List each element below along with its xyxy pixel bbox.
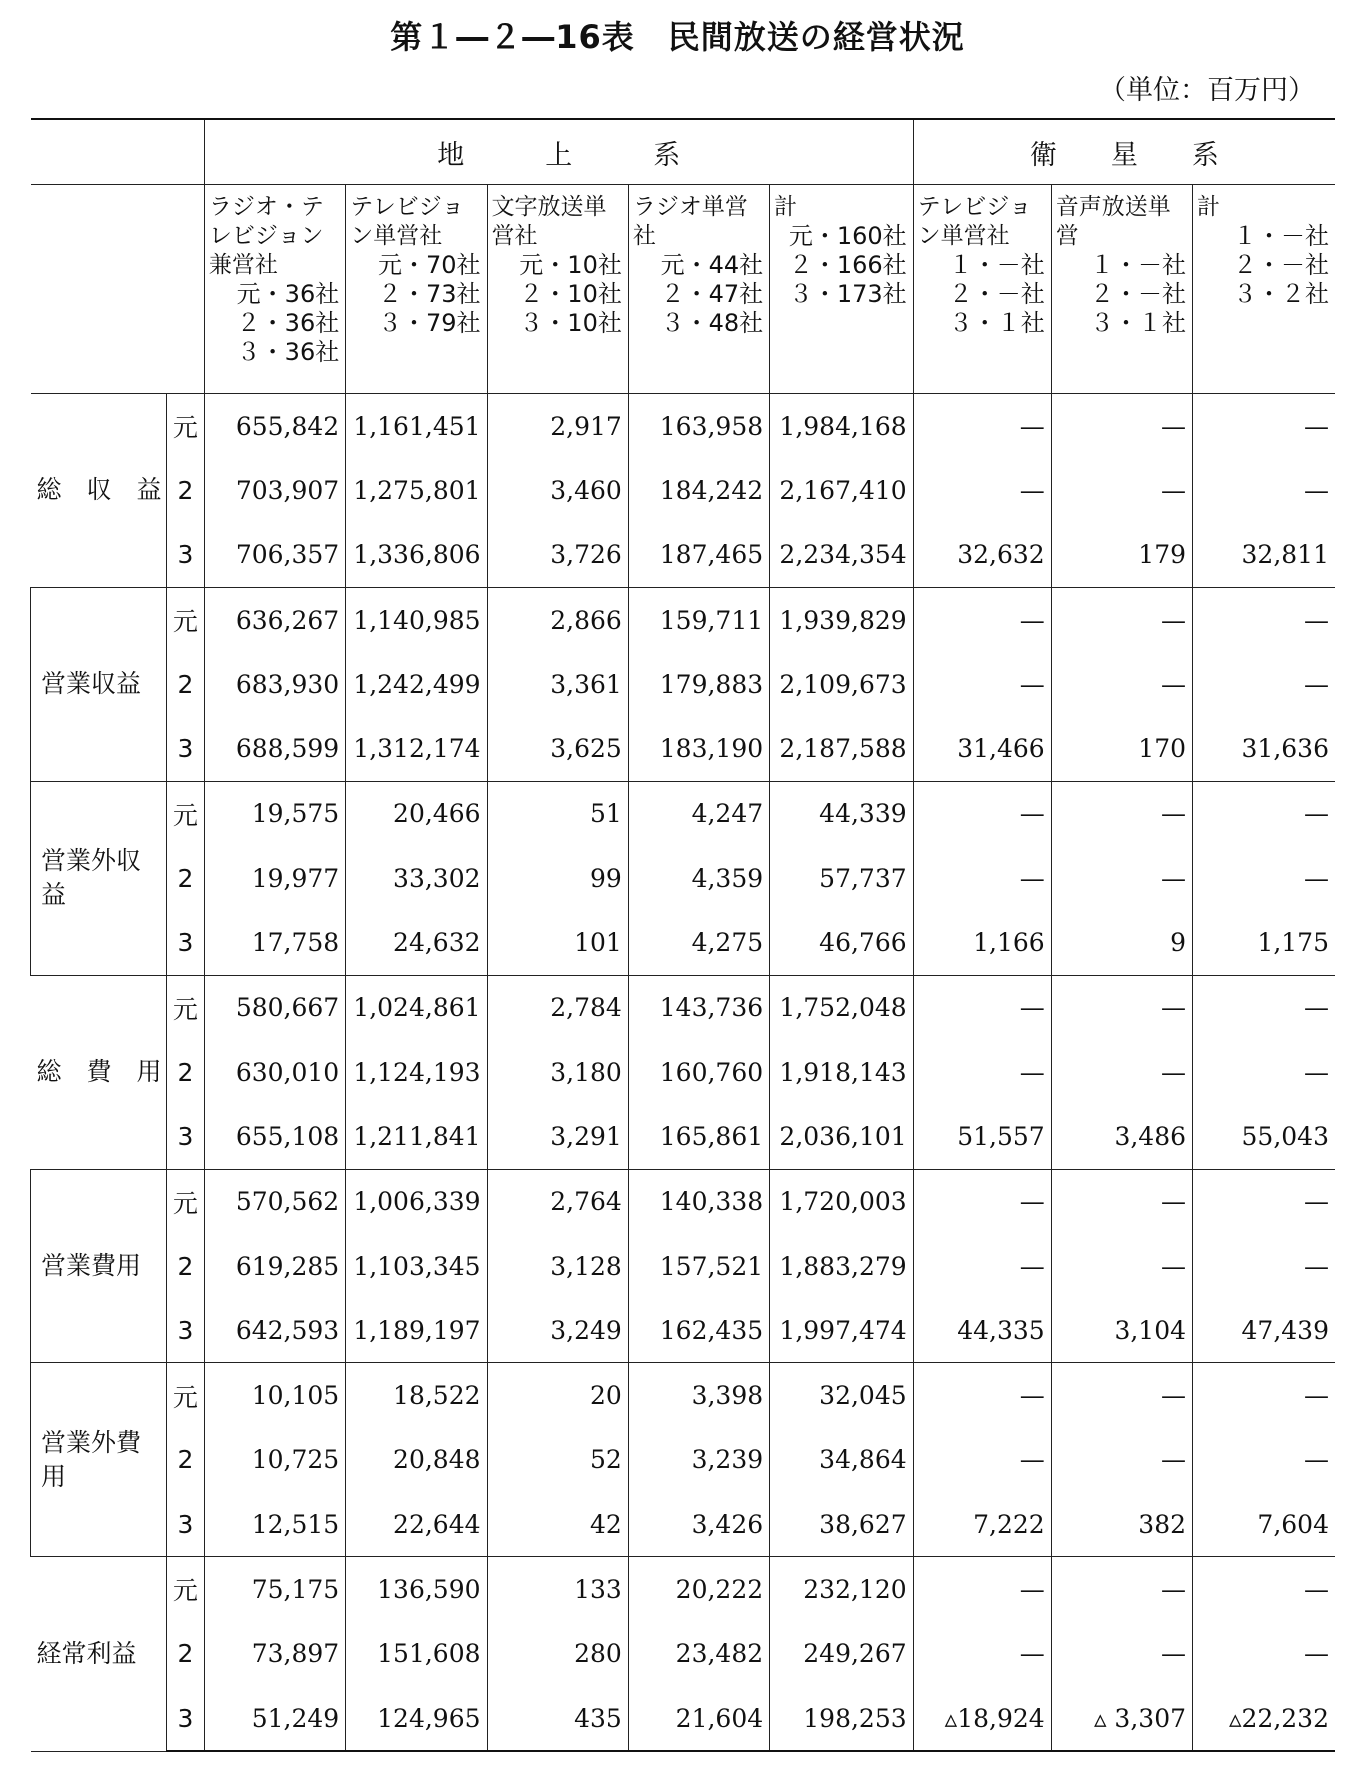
value-cell: 44,339: [770, 781, 914, 846]
value-cell: —: [913, 846, 1051, 910]
value-cell: 143,736: [628, 975, 769, 1040]
year-label: 2: [166, 846, 204, 910]
value-cell: 32,045: [770, 1363, 914, 1428]
value-cell: 157,521: [628, 1234, 769, 1298]
value-cell: 32,632: [913, 523, 1051, 588]
company-counts: [1193, 222, 1335, 309]
satellite-group-label: 衛 星 系: [913, 119, 1335, 185]
row-item-label: 総 費 用: [31, 975, 167, 1169]
value-cell: 33,302: [346, 846, 487, 910]
table-row: [31, 1363, 1336, 1428]
table-row: [31, 716, 1336, 781]
value-cell: —: [1193, 781, 1335, 846]
year-label: 元: [166, 1363, 204, 1428]
year-label: 3: [166, 1104, 204, 1169]
broadcast-finance-table: [30, 118, 1335, 1752]
value-cell: 99: [487, 846, 628, 910]
value-cell: —: [1193, 1234, 1335, 1298]
value-cell: 179: [1051, 523, 1192, 588]
year-label: 2: [166, 652, 204, 716]
value-cell: —: [1051, 1428, 1192, 1492]
value-cell: ▵22,232: [1193, 1686, 1335, 1751]
value-cell: 183,190: [628, 716, 769, 781]
value-cell: 51,557: [913, 1104, 1051, 1169]
value-cell: 1,175: [1193, 910, 1335, 975]
group-header-row: [31, 119, 1336, 185]
value-cell: —: [1051, 975, 1192, 1040]
value-cell: 636,267: [204, 587, 345, 652]
value-cell: 4,359: [628, 846, 769, 910]
year-label: 3: [166, 716, 204, 781]
value-cell: 4,275: [628, 910, 769, 975]
year-label: 3: [166, 910, 204, 975]
year-label: 2: [166, 1234, 204, 1298]
value-cell: 3,361: [487, 652, 628, 716]
table-row: [31, 587, 1336, 652]
value-cell: 44,335: [913, 1298, 1051, 1363]
value-cell: —: [913, 1622, 1051, 1686]
value-cell: 1,161,451: [346, 394, 487, 459]
company-count: ２・47社: [660, 280, 764, 308]
company-count: ２・36社: [236, 309, 340, 337]
column-name: ラジオ・テレビジョン兼営社: [208, 194, 324, 278]
value-cell: 10,105: [204, 1363, 345, 1428]
value-cell: —: [1051, 781, 1192, 846]
value-cell: 23,482: [628, 1622, 769, 1686]
value-cell: 1,720,003: [770, 1169, 914, 1234]
ground-group-label: 地 上 系: [204, 119, 913, 185]
column-header: [487, 185, 628, 394]
year-label: 元: [166, 394, 204, 459]
value-cell: —: [913, 458, 1051, 522]
value-cell: 136,590: [346, 1557, 487, 1622]
company-count: ２・166社: [788, 251, 907, 279]
value-cell: —: [1193, 652, 1335, 716]
value-cell: 2,109,673: [770, 652, 914, 716]
value-cell: 52: [487, 1428, 628, 1492]
company-counts: [914, 251, 1051, 338]
value-cell: 1,140,985: [346, 587, 487, 652]
column-header: [628, 185, 769, 394]
value-cell: —: [1193, 1428, 1335, 1492]
company-count: ２・10社: [519, 280, 622, 308]
value-cell: —: [1051, 394, 1192, 459]
year-label: 3: [166, 1686, 204, 1751]
value-cell: 3,426: [628, 1492, 769, 1557]
value-cell: 570,562: [204, 1169, 345, 1234]
value-cell: 435: [487, 1686, 628, 1751]
value-cell: —: [1051, 1557, 1192, 1622]
value-cell: 232,120: [770, 1557, 914, 1622]
value-cell: —: [913, 1363, 1051, 1428]
value-cell: 165,861: [628, 1104, 769, 1169]
value-cell: 619,285: [204, 1234, 345, 1298]
company-counts: [770, 222, 913, 309]
table-row: [31, 394, 1336, 459]
value-cell: 7,222: [913, 1492, 1051, 1557]
value-cell: —: [1051, 587, 1192, 652]
value-cell: 1,242,499: [346, 652, 487, 716]
value-cell: 1,189,197: [346, 1298, 487, 1363]
value-cell: 198,253: [770, 1686, 914, 1751]
value-cell: 20,848: [346, 1428, 487, 1492]
value-cell: —: [1193, 1622, 1335, 1686]
table-row: [31, 1298, 1336, 1363]
company-count: 元・70社: [377, 251, 481, 279]
value-cell: 1,939,829: [770, 587, 914, 652]
value-cell: 3,398: [628, 1363, 769, 1428]
value-cell: —: [1193, 1557, 1335, 1622]
company-count: １・－社: [1090, 251, 1187, 279]
row-item-label: 営業費用: [31, 1169, 167, 1363]
value-cell: 162,435: [628, 1298, 769, 1363]
value-cell: 24,632: [346, 910, 487, 975]
row-item-label: 総 収 益: [31, 394, 167, 588]
value-cell: —: [1193, 1169, 1335, 1234]
value-cell: 22,644: [346, 1492, 487, 1557]
value-cell: 19,977: [204, 846, 345, 910]
year-label: 2: [166, 1622, 204, 1686]
value-cell: 1,336,806: [346, 523, 487, 588]
value-cell: 1,312,174: [346, 716, 487, 781]
value-cell: 1,984,168: [770, 394, 914, 459]
column-name: 音声放送単営: [1055, 194, 1171, 249]
value-cell: —: [1193, 587, 1335, 652]
value-cell: ▵18,924: [913, 1686, 1051, 1751]
company-count: ２・73社: [377, 280, 481, 308]
value-cell: 2,167,410: [770, 458, 914, 522]
value-cell: 1,211,841: [346, 1104, 487, 1169]
company-count: ２・－社: [1233, 251, 1329, 279]
value-cell: —: [913, 1428, 1051, 1492]
value-cell: 7,604: [1193, 1492, 1335, 1557]
value-cell: —: [1051, 1622, 1192, 1686]
value-cell: 703,907: [204, 458, 345, 522]
table-row: [31, 1040, 1336, 1104]
value-cell: 17,758: [204, 910, 345, 975]
company-count: 元・10社: [519, 251, 622, 279]
value-cell: 179,883: [628, 652, 769, 716]
value-cell: 18,522: [346, 1363, 487, 1428]
table-body: [31, 394, 1336, 1752]
value-cell: 3,249: [487, 1298, 628, 1363]
value-cell: 163,958: [628, 394, 769, 459]
company-count: ３・２社: [1233, 280, 1329, 308]
company-counts: [346, 251, 486, 338]
unit-label: （単位：百万円）: [1099, 75, 1315, 106]
value-cell: —: [1193, 1040, 1335, 1104]
value-cell: —: [1193, 1363, 1335, 1428]
value-cell: 2,036,101: [770, 1104, 914, 1169]
value-cell: 280: [487, 1622, 628, 1686]
column-header: [1051, 185, 1192, 394]
value-cell: 12,515: [204, 1492, 345, 1557]
year-label: 元: [166, 781, 204, 846]
row-item-label: 営業外収益: [31, 781, 167, 975]
company-count: ３・48社: [660, 309, 764, 337]
value-cell: 1,006,339: [346, 1169, 487, 1234]
year-label: 元: [166, 1169, 204, 1234]
table-row: [31, 652, 1336, 716]
value-cell: 1,752,048: [770, 975, 914, 1040]
year-label: 2: [166, 458, 204, 522]
table-row: [31, 1557, 1336, 1622]
value-cell: 10,725: [204, 1428, 345, 1492]
company-count: ３・173社: [788, 280, 907, 308]
value-cell: 1,024,861: [346, 975, 487, 1040]
value-cell: 46,766: [770, 910, 914, 975]
value-cell: 1,103,345: [346, 1234, 487, 1298]
column-header: [1193, 185, 1335, 394]
value-cell: 2,234,354: [770, 523, 914, 588]
value-cell: —: [1193, 975, 1335, 1040]
table-row: [31, 975, 1336, 1040]
column-header: [204, 185, 345, 394]
column-name: ラジオ単営社: [632, 194, 748, 249]
value-cell: ▵ 3,307: [1051, 1686, 1192, 1751]
company-count: １・－社: [1233, 222, 1329, 250]
value-cell: 3,291: [487, 1104, 628, 1169]
row-item-label: 営業収益: [31, 587, 167, 781]
value-cell: —: [1051, 846, 1192, 910]
value-cell: 642,593: [204, 1298, 345, 1363]
year-label: 3: [166, 523, 204, 588]
table-row: [31, 1428, 1336, 1492]
value-cell: —: [913, 587, 1051, 652]
value-cell: 2,917: [487, 394, 628, 459]
value-cell: 75,175: [204, 1557, 345, 1622]
value-cell: —: [1051, 1363, 1192, 1428]
value-cell: 151,608: [346, 1622, 487, 1686]
table-row: [31, 846, 1336, 910]
value-cell: 20,222: [628, 1557, 769, 1622]
company-counts: [205, 280, 345, 367]
table-row: [31, 1104, 1336, 1169]
table-row: [31, 1234, 1336, 1298]
value-cell: 1,166: [913, 910, 1051, 975]
row-item-label: 営業外費用: [31, 1363, 167, 1557]
table-row: [31, 781, 1336, 846]
value-cell: 140,338: [628, 1169, 769, 1234]
value-cell: 73,897: [204, 1622, 345, 1686]
value-cell: 1,275,801: [346, 458, 487, 522]
value-cell: 187,465: [628, 523, 769, 588]
value-cell: 2,866: [487, 587, 628, 652]
value-cell: 51: [487, 781, 628, 846]
company-counts: [629, 251, 769, 338]
value-cell: 3,239: [628, 1428, 769, 1492]
value-cell: 3,486: [1051, 1104, 1192, 1169]
value-cell: 1,124,193: [346, 1040, 487, 1104]
year-label: 元: [166, 1557, 204, 1622]
value-cell: 580,667: [204, 975, 345, 1040]
value-cell: 249,267: [770, 1622, 914, 1686]
company-count: ３・36社: [236, 338, 340, 366]
table-row: [31, 1169, 1336, 1234]
year-label: 元: [166, 975, 204, 1040]
column-header: [770, 185, 914, 394]
value-cell: 184,242: [628, 458, 769, 522]
value-cell: 20: [487, 1363, 628, 1428]
value-cell: —: [1051, 458, 1192, 522]
value-cell: 160,760: [628, 1040, 769, 1104]
year-label: 3: [166, 1492, 204, 1557]
value-cell: 47,439: [1193, 1298, 1335, 1363]
value-cell: 31,636: [1193, 716, 1335, 781]
value-cell: —: [1051, 1234, 1192, 1298]
value-cell: 34,864: [770, 1428, 914, 1492]
table-row: [31, 1492, 1336, 1557]
company-counts: [1052, 251, 1192, 338]
company-count: ２・－社: [1090, 280, 1187, 308]
value-cell: —: [913, 1234, 1051, 1298]
value-cell: 683,930: [204, 652, 345, 716]
value-cell: —: [1193, 458, 1335, 522]
value-cell: 101: [487, 910, 628, 975]
value-cell: 21,604: [628, 1686, 769, 1751]
value-cell: 159,711: [628, 587, 769, 652]
value-cell: 51,249: [204, 1686, 345, 1751]
value-cell: 1,918,143: [770, 1040, 914, 1104]
column-name: テレビジョン単営社: [350, 194, 465, 249]
value-cell: —: [1193, 394, 1335, 459]
column-header: [346, 185, 487, 394]
year-label: 元: [166, 587, 204, 652]
value-cell: 3,625: [487, 716, 628, 781]
year-label: 2: [166, 1040, 204, 1104]
company-counts: [488, 251, 628, 338]
column-name: 計: [774, 194, 798, 220]
value-cell: —: [1051, 1040, 1192, 1104]
value-cell: 688,599: [204, 716, 345, 781]
table-row: [31, 910, 1336, 975]
column-name: テレビジョン単営社: [917, 194, 1032, 249]
value-cell: 655,842: [204, 394, 345, 459]
table-row: [31, 1686, 1336, 1751]
value-cell: 57,737: [770, 846, 914, 910]
table-row: [31, 458, 1336, 522]
year-label: 2: [166, 1428, 204, 1492]
value-cell: —: [913, 1557, 1051, 1622]
value-cell: 2,764: [487, 1169, 628, 1234]
value-cell: —: [913, 975, 1051, 1040]
row-item-label: 経常利益: [31, 1557, 167, 1751]
value-cell: 20,466: [346, 781, 487, 846]
value-cell: —: [913, 1169, 1051, 1234]
company-count: ３・10社: [519, 309, 622, 337]
value-cell: 1,997,474: [770, 1298, 914, 1363]
column-name: 計: [1197, 194, 1221, 220]
value-cell: 2,187,588: [770, 716, 914, 781]
value-cell: —: [913, 1040, 1051, 1104]
value-cell: 124,965: [346, 1686, 487, 1751]
value-cell: 9: [1051, 910, 1192, 975]
value-cell: 382: [1051, 1492, 1192, 1557]
value-cell: —: [1193, 846, 1335, 910]
company-count: ３・79社: [377, 309, 481, 337]
value-cell: 2,784: [487, 975, 628, 1040]
year-label: 3: [166, 1298, 204, 1363]
company-count: ２・－社: [948, 280, 1045, 308]
value-cell: —: [1051, 652, 1192, 716]
value-cell: 32,811: [1193, 523, 1335, 588]
value-cell: 1,883,279: [770, 1234, 914, 1298]
value-cell: —: [913, 394, 1051, 459]
value-cell: 630,010: [204, 1040, 345, 1104]
value-cell: 3,460: [487, 458, 628, 522]
company-count: ３・１社: [1090, 309, 1187, 337]
value-cell: 706,357: [204, 523, 345, 588]
column-name: 文字放送単営社: [491, 194, 607, 249]
company-count: ３・１社: [948, 309, 1045, 337]
value-cell: —: [913, 652, 1051, 716]
value-cell: 655,108: [204, 1104, 345, 1169]
value-cell: 170: [1051, 716, 1192, 781]
value-cell: 55,043: [1193, 1104, 1335, 1169]
value-cell: 42: [487, 1492, 628, 1557]
value-cell: 3,128: [487, 1234, 628, 1298]
value-cell: 3,180: [487, 1040, 628, 1104]
column-header-row: [31, 185, 1336, 394]
table-row: [31, 1622, 1336, 1686]
company-count: 元・44社: [660, 251, 764, 279]
value-cell: 3,104: [1051, 1298, 1192, 1363]
company-count: 元・160社: [788, 222, 907, 250]
value-cell: 3,726: [487, 523, 628, 588]
company-count: 元・36社: [236, 280, 340, 308]
table-row: [31, 523, 1336, 588]
value-cell: —: [1051, 1169, 1192, 1234]
table-title: 第１―２―16表 民間放送の経営状況: [390, 18, 965, 56]
value-cell: 31,466: [913, 716, 1051, 781]
value-cell: 19,575: [204, 781, 345, 846]
value-cell: 38,627: [770, 1492, 914, 1557]
value-cell: 4,247: [628, 781, 769, 846]
value-cell: 133: [487, 1557, 628, 1622]
company-count: １・－社: [948, 251, 1045, 279]
column-header: [913, 185, 1051, 394]
value-cell: —: [913, 781, 1051, 846]
